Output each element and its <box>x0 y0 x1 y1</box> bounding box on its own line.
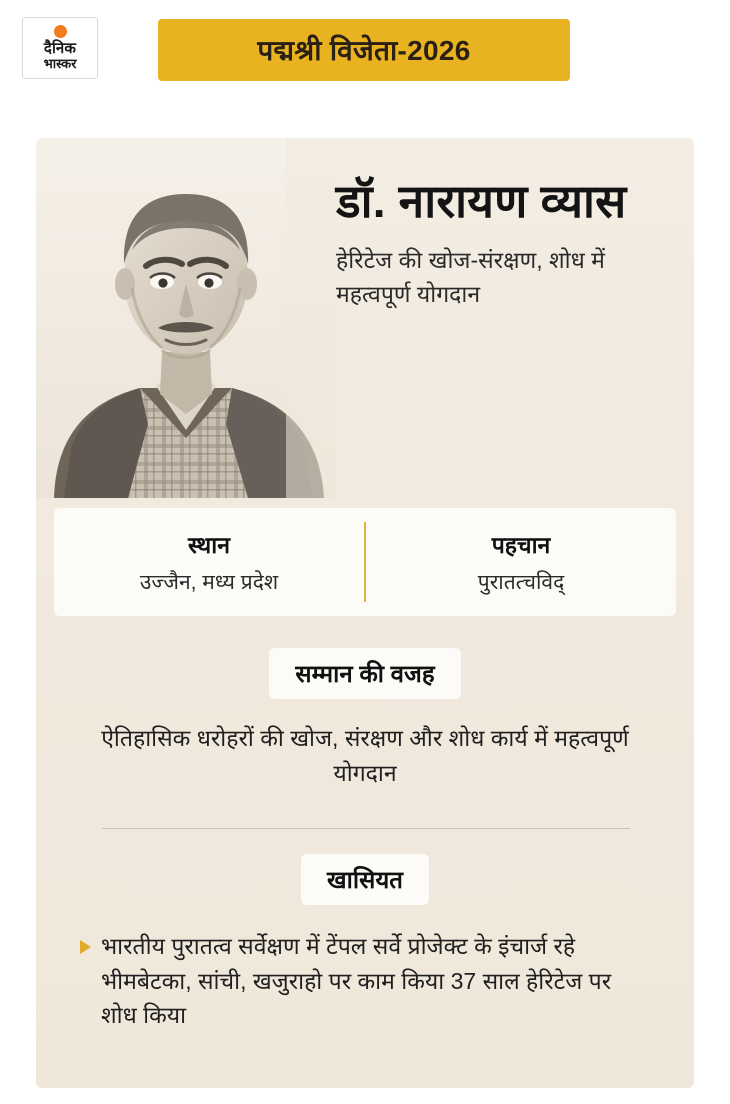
speciality-heading: खासियत <box>301 854 429 905</box>
dainik-bhaskar-logo <box>22 17 98 79</box>
title-banner <box>158 19 570 81</box>
person-description: हेरिटेज की खोज-संरक्षण, शोध में महत्वपूर्ण योगदान <box>336 247 605 307</box>
list-item <box>80 929 652 1033</box>
reason-heading-wrap <box>54 648 676 699</box>
reason-text: ऐतिहासिक धरोहरों की खोज, संरक्षण और शोध कार्य में महत्वपूर्ण योगदान <box>101 725 629 786</box>
fact-identity-label: पहचान <box>491 532 551 558</box>
portrait-image <box>36 138 336 498</box>
fact-location-label: स्थान <box>188 532 230 558</box>
triangle-bullet-icon <box>80 940 91 954</box>
page-header <box>0 0 730 96</box>
orange-dot-icon <box>54 25 67 38</box>
fact-identity-value: पुरातत्चविद् <box>477 571 565 594</box>
fact-identity <box>366 508 676 616</box>
page-title: पद्मश्री विजेता-2026 <box>257 35 471 66</box>
profile-card <box>36 138 694 1088</box>
speciality-item-text: भारतीय पुरातत्व सर्वेक्षण में टेंपल सर्वे प्रोजेक्ट के इंचार्ज रहे भीमबेटका, सांची, खजुराहो पर काम किया 37 साल हेरिटेज पर शोध किया <box>101 933 612 1028</box>
hero-text <box>336 174 676 311</box>
section-divider <box>102 828 630 829</box>
person-name: डॉ. नारायण व्यास <box>336 175 627 227</box>
reason-section <box>54 648 676 790</box>
logo-line-2: भास्कर <box>43 55 77 71</box>
fact-location-value: उज्जैन, मध्य प्रदेश <box>139 571 279 594</box>
logo-line-1: दैनिक <box>43 39 77 57</box>
facts-strip <box>54 508 676 616</box>
speciality-section <box>54 854 676 1033</box>
reason-heading: सम्मान की वजह <box>269 648 460 699</box>
speciality-heading-wrap <box>54 854 676 905</box>
fact-location <box>54 508 364 616</box>
hero-section <box>36 138 694 498</box>
